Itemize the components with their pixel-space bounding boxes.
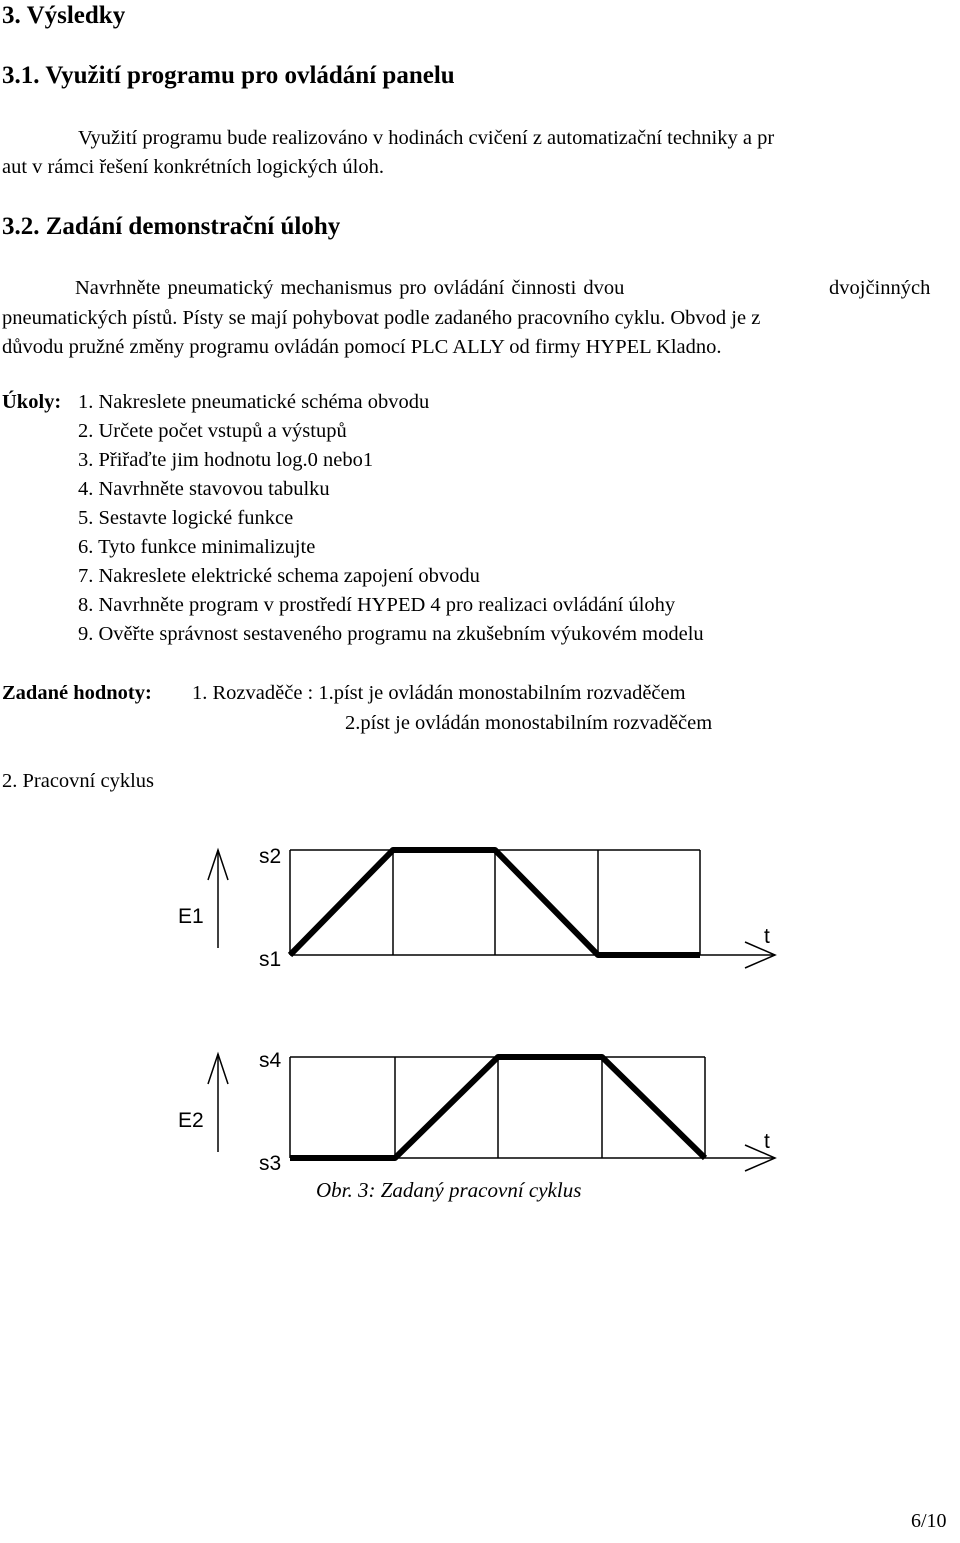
grid-e1 [290,850,775,968]
label-s1: s1 [259,948,282,971]
task-item: 7. Nakreslete elektrické schema zapojení obvodu [78,565,480,587]
cycle-label: 2. Pracovní cyklus [2,770,155,792]
subsection-title: Zadání demonstrační úlohy [45,213,341,240]
paragraph-line: dvojčinných [829,277,931,299]
label-s4: s4 [259,1049,282,1072]
paragraph-line: Navrhněte pneumatický mechanismus pro ovládání činnosti dvou [75,277,625,299]
task-item: 4. Navrhněte stavovou tabulku [78,478,330,500]
given-label: Zadané hodnoty: [2,682,152,704]
page-number: 6/10 [911,1510,947,1532]
tasks-label: Úkoly: [2,391,62,413]
subsection-number: 3.1. [2,62,40,89]
task-item: 8. Navrhněte program v prostředí HYPED 4 pro realizaci ovládání úlohy [78,594,676,616]
section-number: 3. [2,2,21,29]
paragraph-line: aut v rámci řešení konkrétních logických úloh. [2,156,384,178]
label-e1: E1 [178,905,204,928]
task-item: 3. Přiřaďte jim hodnotu log.0 nebo1 [78,449,374,471]
section-title: Výsledky [26,2,126,29]
label-s2: s2 [259,845,282,868]
label-t-e2: t [764,1130,770,1153]
label-t-e1: t [764,925,770,948]
e2-diagram [178,1049,775,1175]
subsection-number: 3.2. [2,213,40,240]
paragraph-line: důvodu pružné změny programu ovládán pomocí PLC ALLY od firmy HYPEL Kladno. [2,336,722,358]
given-line: 1. Rozvaděče : 1.píst je ovládán monostabilním rozvaděčem [192,682,686,704]
subsection-title: Využití programu pro ovládání panelu [45,62,455,89]
paragraph-line: Využití programu bude realizováno v hodinách cvičení z automatizační techniky a pr [78,127,775,149]
task-item: 2. Určete počet vstupů a výstupů [78,420,347,442]
figure-caption: Obr. 3: Zadaný pracovní cyklus [316,1178,582,1202]
task-item: 1. Nakreslete pneumatické schéma obvodu [78,391,430,413]
label-s3: s3 [259,1152,282,1175]
paragraph-line: pneumatických pístů. Písty se mají pohybovat podle zadaného pracovního cyklu. Obvod je z [2,307,761,329]
label-e2: E2 [178,1109,204,1132]
task-item: 9. Ověřte správnost sestaveného programu na zkušebním výukovém modelu [78,623,704,645]
e1-diagram [178,845,775,971]
given-line: 2.píst je ovládán monostabilním rozvaděčem [345,712,713,734]
task-item: 6. Tyto funkce minimalizujte [78,536,316,558]
task-item: 5. Sestavte logické funkce [78,507,294,529]
